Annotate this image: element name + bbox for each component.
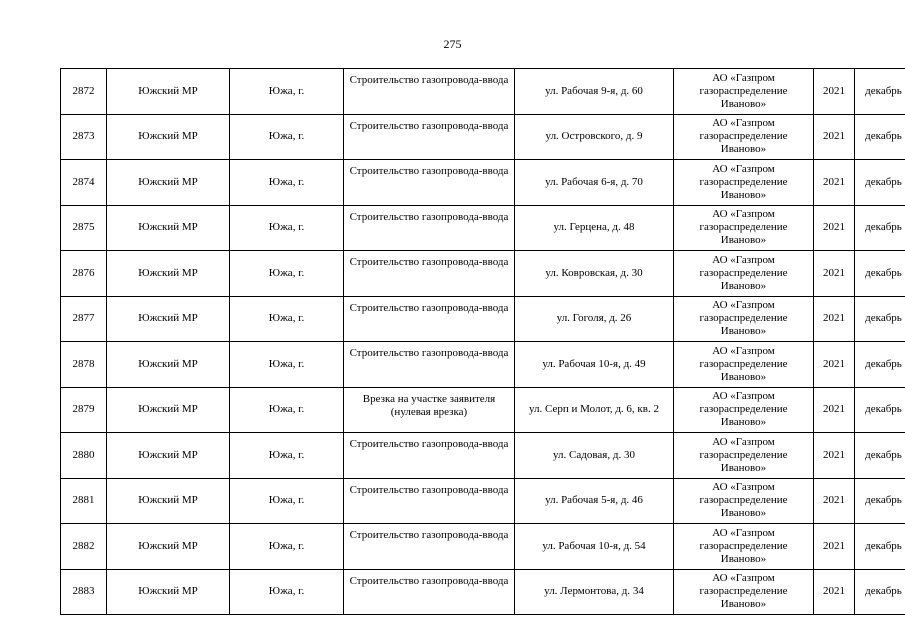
cell-year: 2021	[814, 114, 855, 160]
cell-work-type: Строительство газопровода-ввода	[344, 433, 515, 479]
cell-work-type: Строительство газопровода-ввода	[344, 251, 515, 297]
cell-number: 2883	[61, 569, 107, 615]
cell-month: декабрь	[855, 342, 905, 388]
cell-organization: АО «Газпром газораспределение Иваново»	[674, 296, 814, 342]
cell-work-type: Строительство газопровода-ввода	[344, 114, 515, 160]
cell-month: декабрь	[855, 205, 905, 251]
cell-number: 2876	[61, 251, 107, 297]
cell-year: 2021	[814, 160, 855, 206]
cell-organization: АО «Газпром газораспределение Иваново»	[674, 524, 814, 570]
cell-organization: АО «Газпром газораспределение Иваново»	[674, 160, 814, 206]
cell-district: Южский МР	[107, 342, 230, 388]
table-row	[61, 478, 905, 524]
cell-address: ул. Ковровская, д. 30	[515, 251, 674, 297]
table-row	[61, 296, 905, 342]
cell-address: ул. Серп и Молот, д. 6, кв. 2	[515, 387, 674, 433]
cell-year: 2021	[814, 478, 855, 524]
cell-district: Южский МР	[107, 569, 230, 615]
cell-organization: АО «Газпром газораспределение Иваново»	[674, 387, 814, 433]
cell-district: Южский МР	[107, 205, 230, 251]
table-body	[61, 69, 905, 615]
cell-number: 2882	[61, 524, 107, 570]
cell-district: Южский МР	[107, 296, 230, 342]
cell-city: Южа, г.	[230, 296, 344, 342]
cell-address: ул. Рабочая 10-я, д. 54	[515, 524, 674, 570]
cell-number: 2879	[61, 387, 107, 433]
table-row	[61, 433, 905, 479]
cell-city: Южа, г.	[230, 114, 344, 160]
cell-address: ул. Рабочая 10-я, д. 49	[515, 342, 674, 388]
cell-organization: АО «Газпром газораспределение Иваново»	[674, 114, 814, 160]
cell-district: Южский МР	[107, 478, 230, 524]
cell-work-type: Строительство газопровода-ввода	[344, 296, 515, 342]
cell-month: декабрь	[855, 569, 905, 615]
cell-work-type: Строительство газопровода-ввода	[344, 524, 515, 570]
cell-year: 2021	[814, 205, 855, 251]
cell-organization: АО «Газпром газораспределение Иваново»	[674, 478, 814, 524]
cell-number: 2874	[61, 160, 107, 206]
table-row	[61, 160, 905, 206]
cell-year: 2021	[814, 524, 855, 570]
cell-district: Южский МР	[107, 69, 230, 115]
cell-organization: АО «Газпром газораспределение Иваново»	[674, 433, 814, 479]
cell-month: декабрь	[855, 524, 905, 570]
cell-work-type: Строительство газопровода-ввода	[344, 569, 515, 615]
cell-year: 2021	[814, 433, 855, 479]
cell-city: Южа, г.	[230, 251, 344, 297]
cell-month: декабрь	[855, 160, 905, 206]
cell-work-type: Строительство газопровода-ввода	[344, 205, 515, 251]
cell-city: Южа, г.	[230, 387, 344, 433]
cell-year: 2021	[814, 296, 855, 342]
cell-organization: АО «Газпром газораспределение Иваново»	[674, 205, 814, 251]
cell-work-type: Строительство газопровода-ввода	[344, 478, 515, 524]
cell-number: 2878	[61, 342, 107, 388]
table-row	[61, 251, 905, 297]
cell-number: 2881	[61, 478, 107, 524]
cell-number: 2873	[61, 114, 107, 160]
cell-month: декабрь	[855, 69, 905, 115]
cell-address: ул. Гоголя, д. 26	[515, 296, 674, 342]
cell-city: Южа, г.	[230, 433, 344, 479]
table-row	[61, 342, 905, 388]
cell-city: Южа, г.	[230, 569, 344, 615]
table-row	[61, 524, 905, 570]
cell-month: декабрь	[855, 296, 905, 342]
cell-city: Южа, г.	[230, 69, 344, 115]
cell-number: 2875	[61, 205, 107, 251]
cell-month: декабрь	[855, 387, 905, 433]
table-row	[61, 114, 905, 160]
cell-district: Южский МР	[107, 251, 230, 297]
cell-month: декабрь	[855, 114, 905, 160]
cell-address: ул. Рабочая 9-я, д. 60	[515, 69, 674, 115]
cell-month: декабрь	[855, 478, 905, 524]
cell-organization: АО «Газпром газораспределение Иваново»	[674, 69, 814, 115]
cell-city: Южа, г.	[230, 478, 344, 524]
page-number: 275	[443, 37, 462, 51]
cell-district: Южский МР	[107, 160, 230, 206]
cell-district: Южский МР	[107, 114, 230, 160]
cell-number: 2880	[61, 433, 107, 479]
cell-year: 2021	[814, 387, 855, 433]
cell-work-type: Строительство газопровода-ввода	[344, 342, 515, 388]
cell-address: ул. Рабочая 6-я, д. 70	[515, 160, 674, 206]
cell-year: 2021	[814, 342, 855, 388]
cell-district: Южский МР	[107, 387, 230, 433]
cell-organization: АО «Газпром газораспределение Иваново»	[674, 251, 814, 297]
cell-number: 2872	[61, 69, 107, 115]
cell-address: ул. Лермонтова, д. 34	[515, 569, 674, 615]
cell-month: декабрь	[855, 251, 905, 297]
cell-city: Южа, г.	[230, 160, 344, 206]
cell-address: ул. Рабочая 5-я, д. 46	[515, 478, 674, 524]
table-row	[61, 69, 905, 115]
cell-address: ул. Герцена, д. 48	[515, 205, 674, 251]
cell-year: 2021	[814, 251, 855, 297]
cell-work-type: Врезка на участке заявителя (нулевая врезка)	[344, 387, 515, 433]
cell-district: Южский МР	[107, 524, 230, 570]
table-row	[61, 569, 905, 615]
cell-organization: АО «Газпром газораспределение Иваново»	[674, 342, 814, 388]
table-row	[61, 205, 905, 251]
cell-address: ул. Островского, д. 9	[515, 114, 674, 160]
cell-work-type: Строительство газопровода-ввода	[344, 69, 515, 115]
cell-district: Южский МР	[107, 433, 230, 479]
cell-work-type: Строительство газопровода-ввода	[344, 160, 515, 206]
cell-city: Южа, г.	[230, 342, 344, 388]
gas-connection-table	[60, 68, 905, 615]
cell-number: 2877	[61, 296, 107, 342]
cell-year: 2021	[814, 69, 855, 115]
cell-year: 2021	[814, 569, 855, 615]
cell-address: ул. Садовая, д. 30	[515, 433, 674, 479]
cell-city: Южа, г.	[230, 205, 344, 251]
cell-month: декабрь	[855, 433, 905, 479]
cell-city: Южа, г.	[230, 524, 344, 570]
cell-organization: АО «Газпром газораспределение Иваново»	[674, 569, 814, 615]
table-row	[61, 387, 905, 433]
